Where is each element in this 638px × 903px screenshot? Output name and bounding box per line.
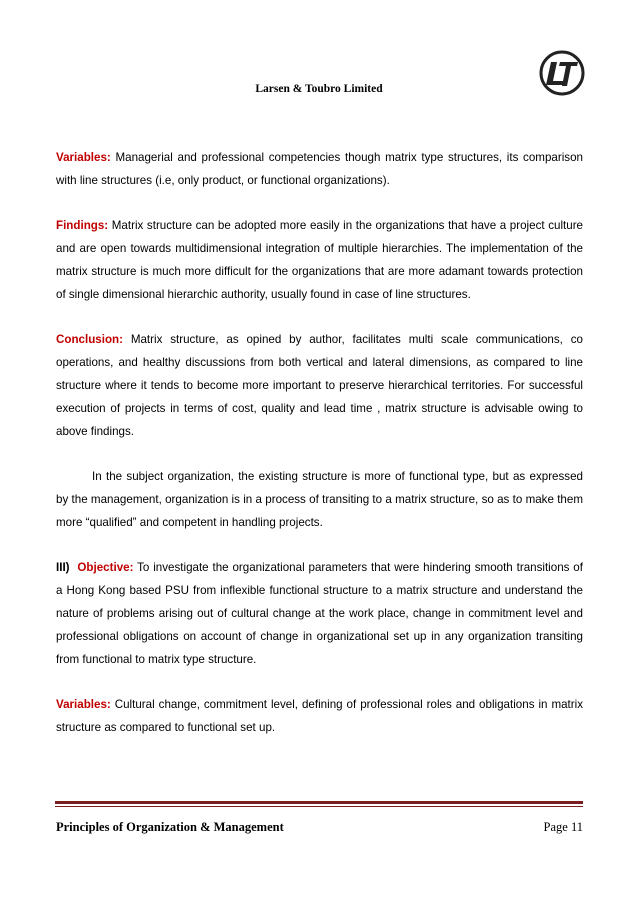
paragraph-conclusion [56, 328, 583, 443]
paragraph-subject-organization [56, 465, 583, 534]
lt-logo-icon [537, 48, 587, 98]
section-number: III) [56, 561, 70, 574]
paragraph-label: Conclusion: [56, 333, 123, 346]
paragraph-variables-1 [56, 146, 583, 192]
paragraph-text: To investigate the organizational parameters that were hindering smooth transitions of a Hong Kong based PSU from inflexible functional structure to a matrix structure and understand the nature of problems arising out of cultural change at the work place, change in commitment level and professional obligations on account of change in organizational set up in any organization transiting from functional to matrix type structure. [56, 561, 583, 666]
paragraph-objective [56, 556, 583, 671]
document-body [56, 146, 583, 761]
header-title: Larsen & Toubro Limited [255, 83, 383, 95]
paragraph-findings [56, 214, 583, 306]
footer-rule-thick [55, 801, 583, 804]
footer-rule-thin [55, 806, 583, 807]
footer-title: Principles of Organization & Management [56, 820, 284, 834]
paragraph-label: Objective: [77, 561, 134, 574]
paragraph-label: Findings: [56, 219, 109, 232]
paragraph-text: Matrix structure can be adopted more easily in the organizations that have a project culture and are open towards multidimensional integration of multiple hierarchies. The implementation of the matrix structure is much more difficult for the organizations that are more adamant towards protection of single dimensional hierarchic authority, usually found in case of line structures. [56, 219, 583, 301]
paragraph-label: Variables: [56, 698, 111, 711]
page-number: Page 11 [543, 820, 583, 834]
paragraph-text: Matrix structure, as opined by author, facilitates multi scale communications, co operations, and healthy discussions from both vertical and lateral dimensions, as compared to line structure where it tends to become more important to preserve hierarchical territories. For successful execution of projects in terms of cost, quality and lead time , matrix structure is advisable owing to above findings. [56, 333, 583, 438]
paragraph-text: In the subject organization, the existing structure is more of functional type, but as expressed by the management, organization is in a process of transiting to a matrix structure, so as to make them more “qualified” and competent in handling projects. [56, 470, 583, 529]
paragraph-variables-2 [56, 693, 583, 739]
paragraph-text: Cultural change, commitment level, defining of professional roles and obligations in matrix structure as compared to functional set up. [56, 698, 583, 734]
paragraph-label: Variables: [56, 151, 111, 164]
paragraph-text: Managerial and professional competencies though matrix type structures, its comparison with line structures (i.e, only product, or functional organizations). [56, 151, 583, 187]
